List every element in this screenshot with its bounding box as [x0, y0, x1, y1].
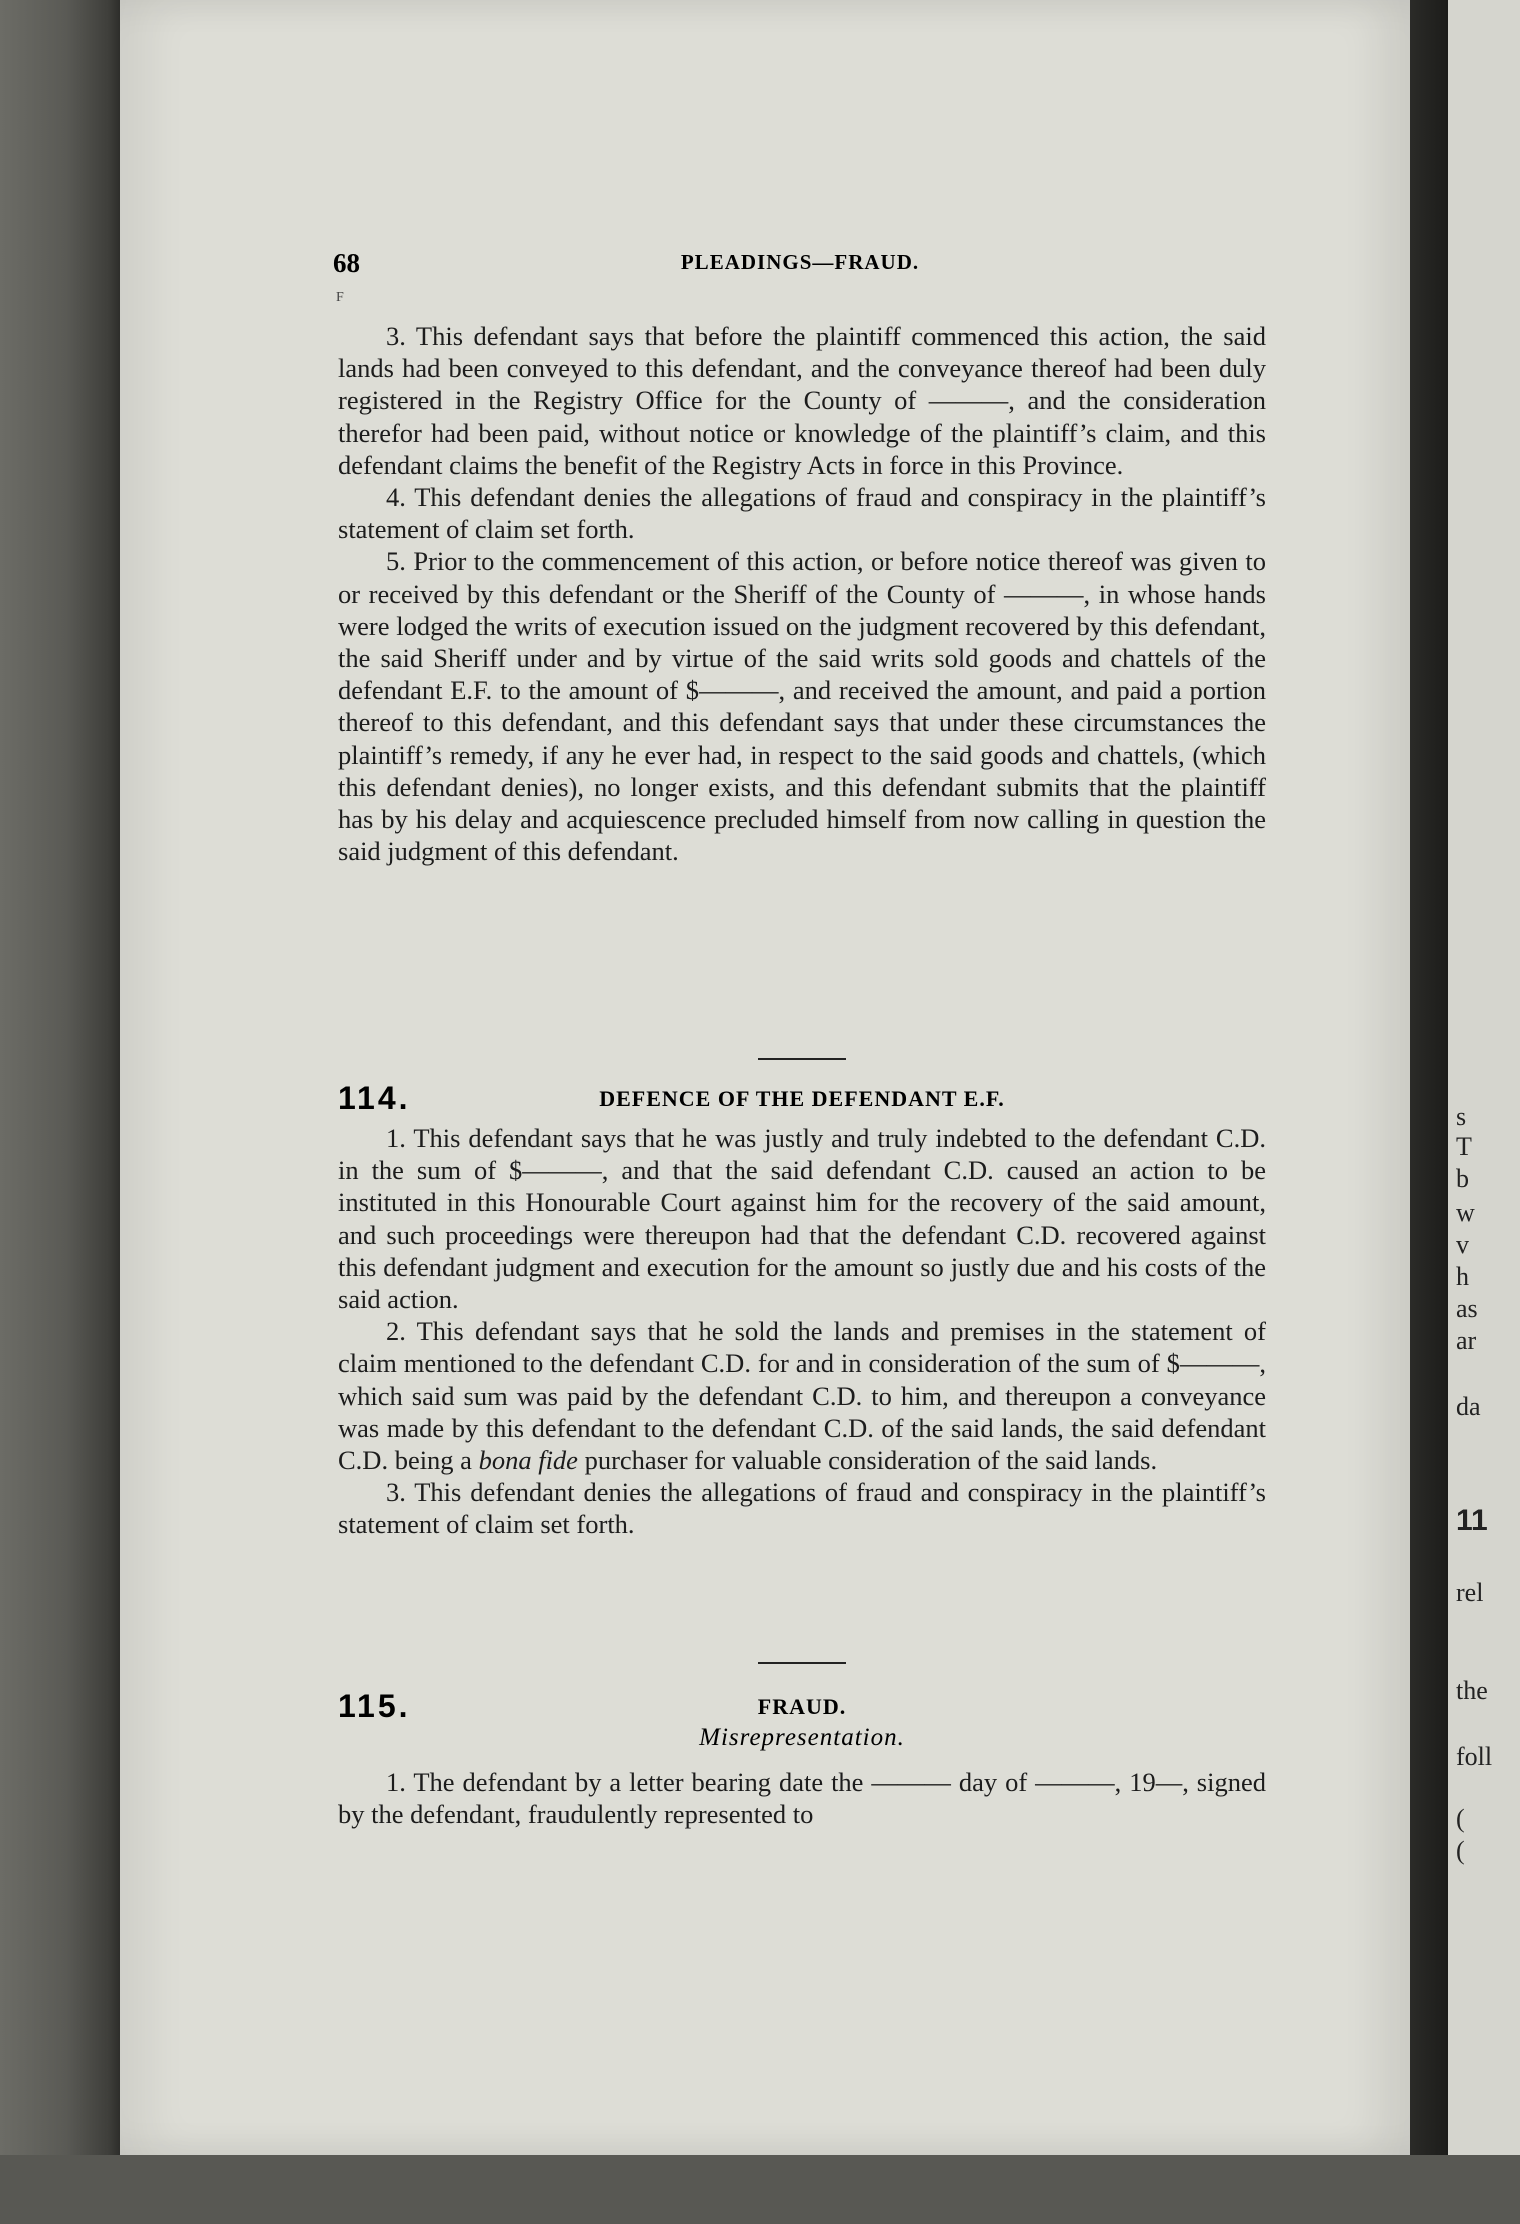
- facing-page-fragment: rel: [1456, 1578, 1484, 1607]
- paragraph: 3. This defendant says that before the plaintiff commenced this action, the said lands had been conveyed to this defendant, and the conveyance thereof had been duly registered in the Registry Office for the County of ———, and the consideration therefor had been paid, without notice or knowledge of the plaintiff’s claim, and this defendant claims the benefit of the Registry Acts in force in this Province.: [338, 321, 1266, 480]
- section-title: FRAUD.: [757, 1694, 847, 1719]
- section-113-continuation: [338, 320, 1266, 867]
- section-114-heading: [338, 1080, 1266, 1124]
- facing-page-fragment: foll: [1456, 1742, 1493, 1771]
- paragraph: [338, 1315, 1266, 1476]
- section-title: DEFENCE OF THE DEFENDANT E.F.: [599, 1086, 1005, 1111]
- paragraph: 3. This defendant denies the allegations of fraud and conspiracy in the plaintiff’s statement of claim set forth.: [338, 1477, 1266, 1540]
- facing-page-fragment: as: [1456, 1294, 1478, 1323]
- facing-page-fragment: (: [1456, 1804, 1465, 1833]
- page-number: 68: [333, 248, 360, 278]
- section-divider: [758, 1058, 846, 1060]
- paragraph: 4. This defendant denies the allegations of fraud and conspiracy in the plaintiff’s statement of claim set forth.: [338, 482, 1266, 545]
- running-head: [333, 248, 1267, 288]
- running-head-title: PLEADINGS—FRAUD.: [680, 250, 920, 274]
- italic-term: bona fide: [478, 1445, 578, 1476]
- facing-page-fragment: ar: [1456, 1326, 1477, 1355]
- section-114-body: [338, 1122, 1266, 1541]
- book-gutter: [1410, 0, 1448, 2155]
- facing-page-fragment: w: [1456, 1198, 1475, 1227]
- facing-page-fragment: T: [1456, 1132, 1472, 1161]
- facing-page-fragment: (: [1456, 1836, 1465, 1865]
- section-subtitle: Misrepresentation.: [699, 1724, 905, 1751]
- paragraph: 5. Prior to the commencement of this action, or before notice thereof was given to or received by this defendant or the Sheriff of the County of ———, in whose hands were lodged the writs of execution issued on the judgment recovered by this defendant, the said Sheriff under and by virtue of the said writs sold goods and chattels of the defendant E.F. to the amount of $———, and received the amount, and paid a portion thereof to this defendant, and this defendant says that under these circumstances the plaintiff’s remedy, if any he ever had, in respect to the said goods and chattels, (which this defendant denies), no longer exists, and this defendant submits that the plaintiff has by his delay and acquiescence precluded himself from now calling in question the said judgment of this defendant.: [338, 546, 1266, 867]
- facing-page-fragment: h: [1456, 1262, 1469, 1291]
- facing-page-fragment: v: [1456, 1230, 1469, 1259]
- paragraph-text: 2. This defendant says that he sold the lands and premises in the statement of claim mentioned to the defendant C.D. for and in consideration of the sum of $———, which said sum was paid by the defendant C.D. to him, and thereupon a conveyance was made by this defendant to the defendant C.D. of the said lands, the said defendant C.D. being a: [338, 1316, 1266, 1476]
- facing-page-fragment: the: [1456, 1676, 1488, 1705]
- paragraph: 1. This defendant says that he was justly and truly indebted to the defendant C.D. in the sum of $———, and that the said defendant C.D. caused an action to be instituted in this Honourable Court against him for the recovery of the said amount, and such proceedings were thereupon had that the defendant C.D. recovered against this defendant judgment and execution for the amount so justly due and his costs of the said action.: [338, 1123, 1266, 1315]
- facing-page-edge: [1448, 0, 1520, 2155]
- section-115-body: [338, 1766, 1266, 1830]
- facing-page-fragment: s: [1456, 1102, 1467, 1131]
- page-mark: F: [336, 290, 344, 305]
- facing-page-fragment: da: [1456, 1392, 1481, 1421]
- facing-page-fragment: b: [1456, 1164, 1469, 1193]
- paragraph-text: purchaser for valuable consideration of the said lands.: [577, 1445, 1158, 1476]
- section-number: 115.: [338, 1688, 411, 1724]
- facing-page-section-number: 11: [1456, 1504, 1488, 1537]
- paragraph: 1. The defendant by a letter bearing date the ——— day of ———, 19—, signed by the defendant, fraudulently represented to: [338, 1767, 1266, 1830]
- book-bottom-edge: [0, 2155, 1520, 2224]
- book-binding-left: [0, 0, 120, 2224]
- section-divider: [758, 1662, 846, 1664]
- section-number: 114.: [338, 1080, 411, 1116]
